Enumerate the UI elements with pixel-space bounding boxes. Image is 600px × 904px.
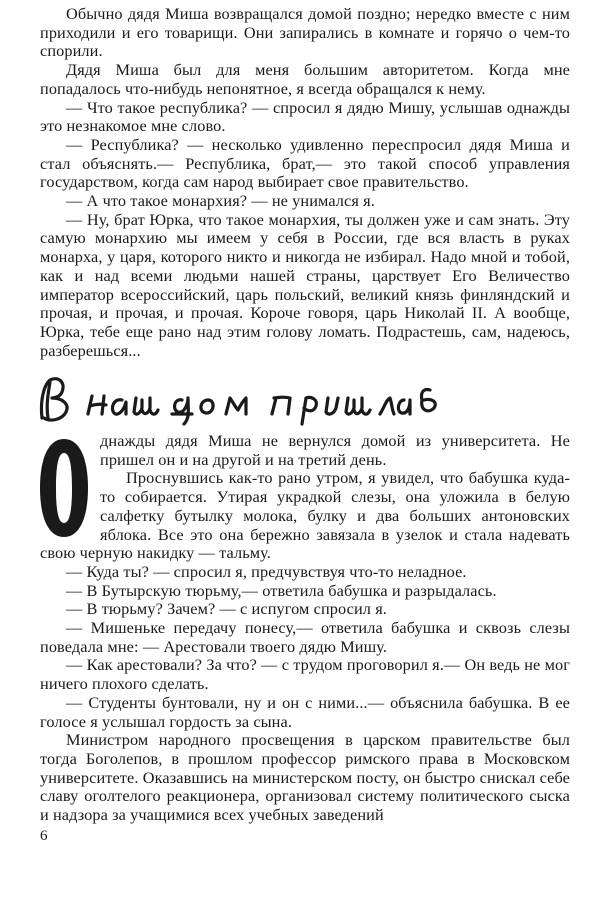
top-text-block [40, 5, 570, 360]
paragraph: Проснувшись как-то рано утром, я увидел, что бабушка куда-то собирается. Утирая украдкой слезы, она уложила в белую салфетку бутылку молока, булку и два больших антоновских яблока. Все это она бережно завязала в узелок и стала надевать свою черную накидку — тальму. [40, 468, 570, 563]
handwritten-heading-icon [32, 370, 452, 430]
paragraph: — Куда ты? — спросил я, предчувствуя что-то неладное. [66, 561, 467, 581]
drop-cap-o-icon [38, 437, 90, 539]
bottom-text-block [40, 432, 570, 825]
chapter-heading [32, 370, 452, 430]
paragraph: — А что такое монархия? — не унимался я. [66, 191, 375, 211]
paragraph: — В тюрьму? Зачем? — с испугом спросил я. [66, 599, 387, 619]
drop-cap [38, 437, 90, 539]
paragraph: Обычно дядя Миша возвращался домой поздно; нередко вместе с ним приходили и его товарищи. Они запирались в комнате и горячо о чем-то спорили. [40, 4, 570, 61]
paragraph: — Что такое республика? — спросил я дядю Мишу, услышав однажды это незнакомое мне слово. [40, 97, 570, 136]
paragraph: Дядя Миша был для меня большим авторитетом. Когда мне попадалось что-нибудь непонятное, я всегда обращался к нему. [40, 60, 570, 98]
paragraph: днажды дядя Миша не вернулся домой из университета. Не пришел он и на другой и на третий день. [100, 431, 570, 469]
paragraph: — Студенты бунтовали, ну и он с ними...— объяснила бабушка. В ее голосе я услышал гордость за сына. [40, 692, 570, 731]
paragraph: — Ну, брат Юрка, что такое монархия, ты должен уже и сам знать. Эту самую монархию мы имеем у себя в России, где вся власть в руках монарха, у царя, которого никто и никогда не избирал. Надо мной и тобой, как и над всеми людьми нашей страны, царствует Его Величество император всероссийский, царь польский, великий князь финляндский и прочая, и прочая, и прочая. Короче говоря, царь Николай II. А вообще, Юрка, тебе еще рано над этим голову ломать. Подрастешь, сам, надеюсь, разберешься... [40, 209, 570, 360]
paragraph: — В Бутырскую тюрьму,— ответила бабушка и разрыдалась. [66, 580, 497, 600]
paragraph: Министром народного просвещения в царском правительстве был тогда Боголепов, в прошлом профессор римского права в Московском университете. Оказавшись на министерском посту, он быстро снискал себе славу оголтелого реакционера, организовал систему политического сыска и надзора за учащимися всех учебных заведений [40, 730, 570, 825]
paragraph: — Республика? — несколько удивленно переспросил дядя Миша и стал объяснять.— Республика, брат,— это такой способ управления государством, когда сам народ выбирает свое правительство. [40, 134, 570, 192]
page-number: 6 [40, 828, 48, 844]
paragraph: — Как арестовали? За что? — с трудом проговорил я.— Он ведь не мог ничего плохого сделать. [40, 655, 570, 694]
paragraph: — Мишеньке передачу понесу,— ответила бабушка и сквозь слезы поведала мне: — Арестовали твоего дядю Мишу. [40, 618, 570, 656]
